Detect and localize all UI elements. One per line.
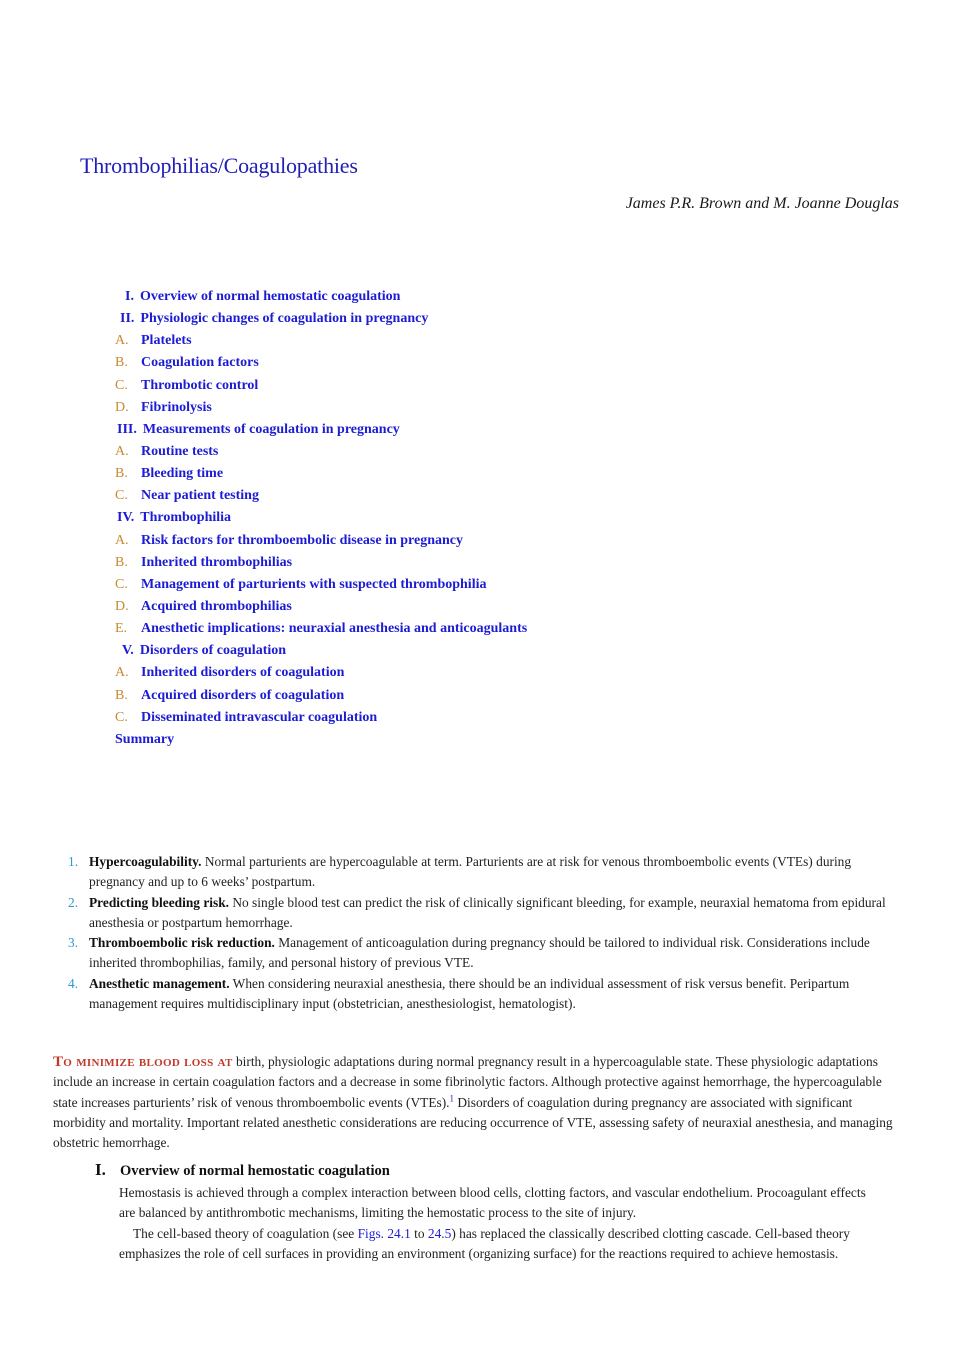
chapter-title: Thrombophilias/Coagulopathies (80, 153, 358, 178)
toc-item[interactable] (112, 686, 712, 708)
toc-item[interactable] (112, 287, 712, 309)
toc-item-label[interactable]: Disorders of coagulation (139, 643, 287, 659)
intro-text-2: Disorders of coagulation during pregnancy are associated with significant morbidity and mortality. Important related anesthetic considerations are reducing occurrence of VTE, assessing safety of neuraxial anesthesia, and managing obstetric hemorrhage. (53, 1094, 893, 1151)
paragraph-text: ) has replaced the classically described clotting cascade. Cell-based theory emphasizes the role of cell surfaces in providing an environment (organizing surface) for the reactions required to achieve hemostasis. (119, 1225, 850, 1261)
toc-item-label[interactable]: Acquired thrombophilias (141, 598, 292, 614)
toc-item-label[interactable]: Measurements of coagulation in pregnancy (142, 421, 400, 437)
toc-item[interactable] (112, 531, 712, 553)
toc-item[interactable] (112, 398, 712, 420)
toc-item-number: A. (115, 665, 129, 681)
toc-item-number: B. (115, 554, 128, 570)
toc-item-number: C. (115, 488, 128, 504)
toc-item-number: A. (115, 532, 129, 548)
section-paragraph-1: Hemostasis is achieved through a complex interaction between blood cells, clotting factors, and vascular endothelium. Procoagulant effects are balanced by antithrombotic mechanisms, limiting the hemostatic process to the site of injury. (119, 1185, 866, 1221)
key-point-text: Management of anticoagulation during pregnancy should be tailored to individual risk. Considerations include inherited thrombophilias, family, and personal history of previous VTE. (89, 935, 870, 971)
toc-item-number: B. (115, 466, 128, 482)
toc-item-number: III. (117, 421, 137, 437)
toc-item-label[interactable]: Coagulation factors (141, 355, 259, 371)
toc-item-number: D. (115, 598, 129, 614)
toc-item-number: C. (115, 377, 128, 393)
toc-item-number: V. (122, 643, 134, 659)
toc-item[interactable] (112, 508, 712, 530)
toc-item[interactable] (112, 331, 712, 353)
chapter-authors: James P.R. Brown and M. Joanne Douglas (625, 195, 899, 212)
toc-item-label[interactable]: Acquired disorders of coagulation (141, 687, 345, 703)
section-overview (95, 1159, 885, 1264)
key-point (68, 974, 898, 1015)
toc-item[interactable] (112, 486, 712, 508)
section-heading (95, 1159, 885, 1182)
toc-item-label[interactable]: Anesthetic implications: neuraxial anesthesia and anticoagulants (141, 621, 528, 637)
key-point-heading: Thromboembolic risk reduction. (89, 935, 275, 951)
toc-item[interactable] (112, 641, 712, 663)
toc-item[interactable] (112, 597, 712, 619)
paragraph-text: to (410, 1225, 428, 1241)
key-point (68, 933, 898, 974)
toc-item-number: C. (115, 576, 128, 592)
toc-item-label[interactable]: Summary (115, 731, 175, 747)
toc-item[interactable] (112, 575, 712, 597)
toc-item-number: D. (115, 399, 129, 415)
section-number: I. (95, 1160, 106, 1179)
toc-item-label[interactable]: Management of parturients with suspected thrombophilia (141, 576, 487, 592)
toc-item-number: II. (120, 311, 135, 327)
key-point (68, 893, 898, 934)
toc-item-number: A. (115, 443, 129, 459)
toc-item-number: A. (115, 333, 129, 349)
toc-item-label[interactable]: Thrombotic control (141, 377, 259, 393)
key-points-list (68, 852, 898, 1014)
toc-item-number: C. (115, 709, 128, 725)
toc-item-number: E. (115, 621, 128, 637)
toc-item-number: I. (125, 289, 134, 304)
toc-item[interactable] (112, 442, 712, 464)
toc-item-label[interactable]: Thrombophilia (140, 510, 232, 526)
section-title: Overview of normal hemostatic coagulation (120, 1163, 390, 1179)
key-point-number: 1. (68, 854, 79, 869)
toc-item-label[interactable]: Platelets (141, 333, 192, 349)
key-point (68, 852, 898, 893)
key-point-text: No single blood test can predict the risk of clinically significant bleeding, for example, neuraxial hematoma from epidural anesthesia or postpartum hemorrhage. (89, 894, 886, 930)
intro-paragraph (53, 1052, 901, 1153)
toc-item[interactable] (112, 619, 712, 641)
key-point-heading: Predicting bleeding risk. (89, 894, 229, 910)
toc-item[interactable] (112, 376, 712, 398)
key-point-text: Normal parturients are hypercoagulable at term. Parturients are at risk for venous thromboembolic events (VTEs) during pregnancy and up to 6 weeks’ postpartum. (89, 854, 852, 890)
key-point-heading: Anesthetic management. (89, 975, 230, 991)
key-point-number: 4. (68, 975, 79, 991)
toc-item-number: IV. (117, 510, 135, 526)
toc-item-label[interactable]: Disseminated intravascular coagulation (141, 709, 378, 725)
toc-item[interactable] (112, 663, 712, 685)
figure-link-24-5[interactable]: 24.5 (427, 1225, 452, 1241)
reference-1-link[interactable]: 1 (449, 1093, 455, 1104)
toc-item-number: B. (115, 687, 128, 703)
toc-item-label[interactable]: Inherited disorders of coagulation (141, 665, 345, 681)
section-paragraph-2 (95, 1224, 885, 1265)
toc-item[interactable] (112, 730, 712, 752)
toc-item[interactable] (112, 353, 712, 375)
toc-item-label[interactable]: Bleeding time (141, 466, 224, 482)
paragraph-text: The cell-based theory of coagulation (see (133, 1225, 358, 1241)
toc-item-label[interactable]: Near patient testing (141, 488, 259, 504)
figure-link-24-1[interactable]: Figs. 24.1 (357, 1225, 411, 1241)
toc-item-number: B. (115, 355, 128, 371)
toc-item-label[interactable]: Routine tests (141, 443, 219, 459)
toc-item-label[interactable]: Overview of normal hemostatic coagulation (139, 289, 401, 304)
toc-item[interactable] (112, 464, 712, 486)
toc-item-label[interactable]: Physiologic changes of coagulation in pregnancy (140, 311, 429, 327)
table-of-contents (112, 287, 712, 752)
key-point-number: 2. (68, 894, 79, 910)
intro-text-1: birth, physiologic adaptations during normal pregnancy result in a hypercoagulable state. These physiologic adaptations include an increase in certain coagulation factors and a decrease in some fibrinolytic factors. Although protective against hemorrhage, the hypercoagulable state increases parturients’ risk of venous thromboembolic events (VTEs). (53, 1054, 882, 1110)
toc-item-label[interactable]: Risk factors for thromboembolic disease in pregnancy (141, 532, 463, 548)
intro-lead: To minimize blood loss at (53, 1054, 233, 1070)
key-point-text: When considering neuraxial anesthesia, there should be an individual assessment of risk versus benefit. Peripartum management requires multidisciplinary input (obstetrician, anesthesiologist, hematologist). (89, 975, 850, 1012)
toc-item-label[interactable]: Fibrinolysis (141, 399, 212, 415)
key-point-number: 3. (68, 935, 79, 951)
key-point-heading: Hypercoagulability. (89, 854, 202, 869)
toc-item[interactable] (112, 309, 712, 331)
toc-item[interactable] (112, 708, 712, 730)
toc-item[interactable] (112, 420, 712, 442)
toc-item[interactable] (112, 553, 712, 575)
toc-item-label[interactable]: Inherited thrombophilias (141, 554, 293, 570)
